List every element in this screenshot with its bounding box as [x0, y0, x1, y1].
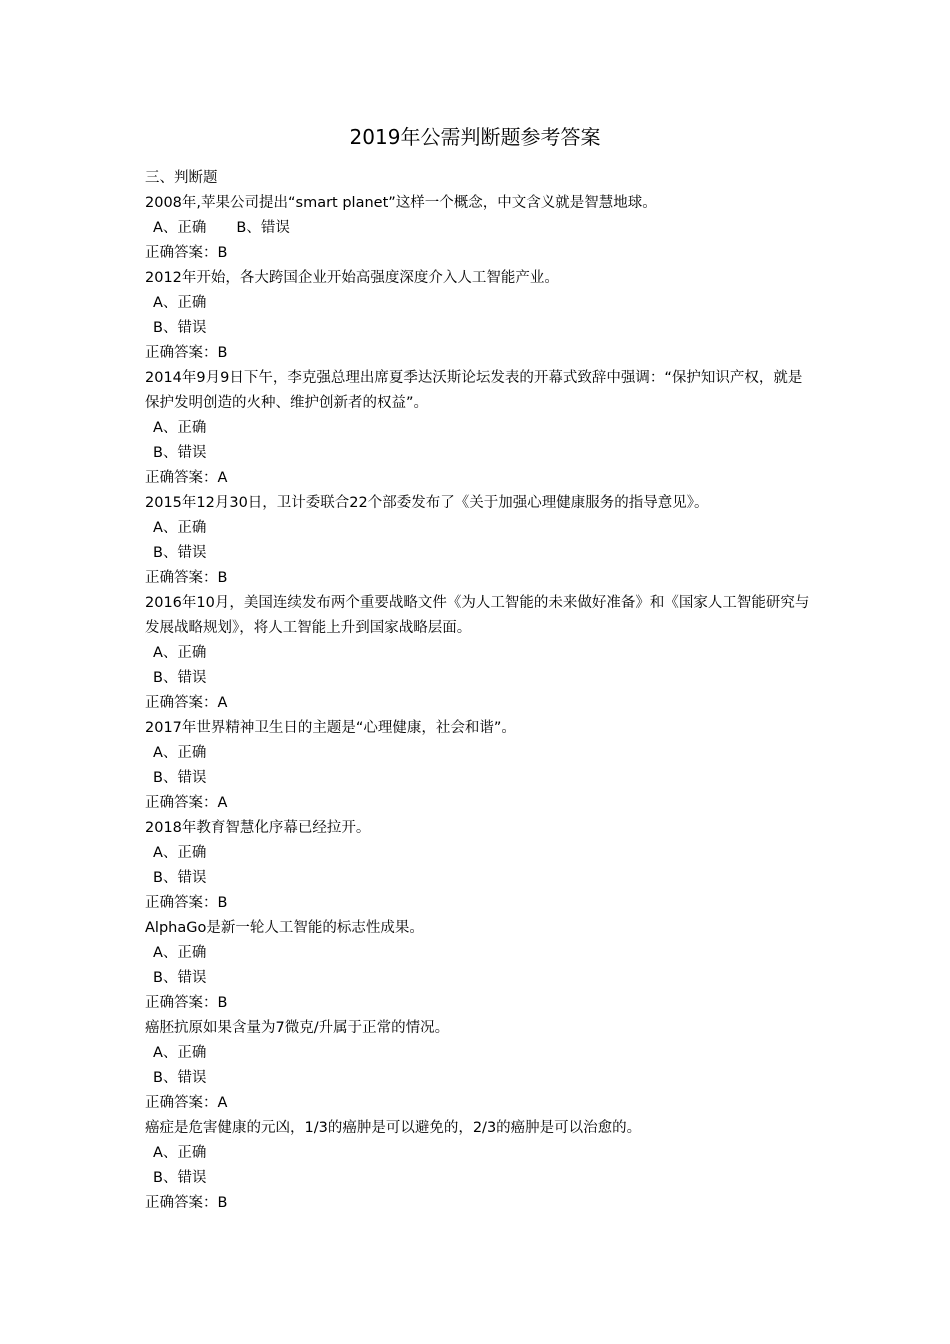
option-b: B、错误 [153, 670, 207, 686]
question-text: 2017年世界精神卫生日的主题是“心理健康，社会和谐”。 [145, 720, 516, 736]
correct-answer: 正确答案：B [145, 345, 228, 361]
question-item [145, 491, 815, 591]
option-b: B、错误 [153, 545, 207, 561]
correct-answer: 正确答案：B [145, 245, 228, 261]
correct-answer: 正确答案：B [145, 570, 228, 586]
option-a: A、正确 [153, 520, 207, 536]
question-item [145, 716, 815, 816]
correct-answer: 正确答案：B [145, 995, 228, 1011]
correct-answer: 正确答案：A [145, 470, 228, 486]
section-heading: 三、判断题 [145, 170, 218, 186]
question-text: 2014年9月9日下午，李克强总理出席夏季达沃斯论坛发表的开幕式致辞中强调：“保护知识产权，就是保护发明创造的火种、维护创新者的权益”。 [145, 370, 803, 411]
question-text: AlphaGo是新一轮人工智能的标志性成果。 [145, 920, 424, 936]
question-item [145, 1116, 815, 1216]
option-b: B、错误 [153, 970, 207, 986]
option-b: B、错误 [153, 1170, 207, 1186]
question-text: 癌症是危害健康的元凶，1/3的癌肿是可以避免的，2/3的癌肿是可以治愈的。 [145, 1120, 642, 1136]
question-item [145, 266, 815, 366]
question-item [145, 191, 815, 266]
question-options [145, 216, 815, 241]
question-text: 2012年开始，各大跨国企业开始高强度深度介入人工智能产业。 [145, 270, 559, 286]
question-text: 2018年教育智慧化序幕已经拉开。 [145, 820, 371, 836]
question-item [145, 1016, 815, 1116]
option-a: A、正确 [153, 420, 207, 436]
option-b: B、错误 [153, 1070, 207, 1086]
correct-answer: 正确答案：B [145, 895, 228, 911]
question-item [145, 916, 815, 1016]
document-title: 2019年公需判断题参考答案 [349, 125, 601, 149]
option-a: A、正确 [153, 645, 207, 661]
option-b: B、错误 [153, 445, 207, 461]
option-a: A、正确 [153, 845, 207, 861]
correct-answer: 正确答案：A [145, 1095, 228, 1111]
option-a: A、正确 [153, 745, 207, 761]
question-item [145, 366, 815, 491]
question-text: 2008年,苹果公司提出“smart planet”这样一个概念，中文含义就是智慧地球。 [145, 195, 657, 211]
option-a: A、正确 [153, 1045, 207, 1061]
option-b: B、错误 [236, 220, 290, 236]
question-item [145, 816, 815, 916]
question-item [145, 591, 815, 716]
document-content [145, 166, 815, 1216]
question-text: 2015年12月30日，卫计委联合22个部委发布了《关于加强心理健康服务的指导意见》。 [145, 495, 709, 511]
option-a: A、正确 [153, 1145, 207, 1161]
option-b: B、错误 [153, 870, 207, 886]
option-a: A、正确 [153, 295, 207, 311]
option-b: B、错误 [153, 320, 207, 336]
option-a: A、正确 [153, 945, 207, 961]
question-text: 2016年10月，美国连续发布两个重要战略文件《为人工智能的未来做好准备》和《国家人工智能研究与发展战略规划》，将人工智能上升到国家战略层面。 [145, 595, 810, 636]
question-text: 癌胚抗原如果含量为7微克/升属于正常的情况。 [145, 1020, 450, 1036]
correct-answer: 正确答案：A [145, 695, 228, 711]
option-b: B、错误 [153, 770, 207, 786]
correct-answer: 正确答案：A [145, 795, 228, 811]
correct-answer: 正确答案：B [145, 1195, 228, 1211]
option-a: A、正确 [153, 220, 207, 236]
